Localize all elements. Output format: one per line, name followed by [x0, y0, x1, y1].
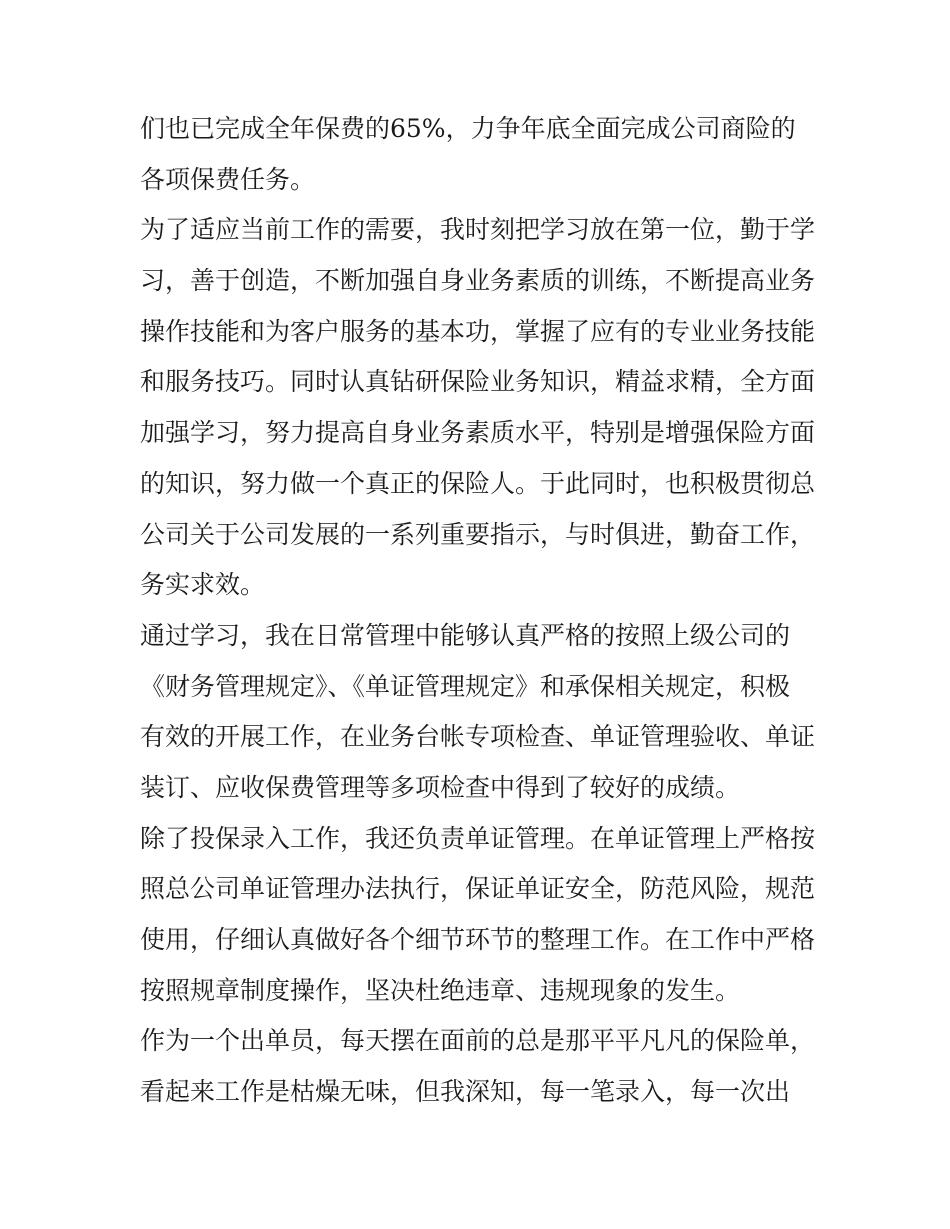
text-line: 习，善于创造，不断加强自身业务素质的训练，不断提高业务: [140, 266, 816, 296]
text-line: 各项保费任务。: [140, 164, 316, 194]
text-line: 加强学习，努力提高自身业务素质水平，特别是增强保险方面: [140, 418, 816, 448]
text-line: 看起来工作是枯燥无味，但我深知，每一笔录入，每一次出: [140, 1077, 791, 1107]
text-line: 操作技能和为客户服务的基本功，掌握了应有的专业业务技能: [140, 316, 816, 346]
text-line: 按照规章制度操作，坚决杜绝违章、违规现象的发生。: [140, 975, 741, 1005]
text-line: 《财务管理规定》、《单证管理规定》和承保相关规定，积极: [140, 671, 791, 701]
text-line: 装订、应收保费管理等多项检查中得到了较好的成绩。: [140, 772, 741, 802]
text-line: 照总公司单证管理办法执行，保证单证安全，防范风险，规范: [140, 874, 816, 904]
text-line: 通过学习，我在日常管理中能够认真严格的按照上级公司的: [140, 620, 791, 650]
text-line: 作为一个出单员，每天摆在面前的总是那平平凡凡的保险单，: [140, 1026, 816, 1056]
text-line: 务实求效。: [140, 570, 266, 600]
text-line: 除了投保录入工作，我还负责单证管理。在单证管理上严格按: [140, 823, 816, 853]
text-line: 的知识，努力做一个真正的保险人。于此同时，也积极贯彻总: [140, 468, 816, 498]
text-line: 和服务技巧。同时认真钻研保险业务知识，精益求精，全方面: [140, 367, 816, 397]
text-line: 有效的开展工作，在业务台帐专项检查、单证管理验收、单证: [140, 722, 816, 752]
text-line: 们也已完成全年保费的65%，力争年底全面完成公司商险的: [140, 114, 796, 143]
document-body: [140, 104, 820, 1118]
text-line: 公司关于公司发展的一系列重要指示，与时俱进，勤奋工作，: [140, 519, 816, 549]
text-line: 为了适应当前工作的需要，我时刻把学习放在第一位，勤于学: [140, 215, 816, 245]
text-line: 使用，仔细认真做好各个细节环节的整理工作。在工作中严格: [140, 925, 816, 954]
